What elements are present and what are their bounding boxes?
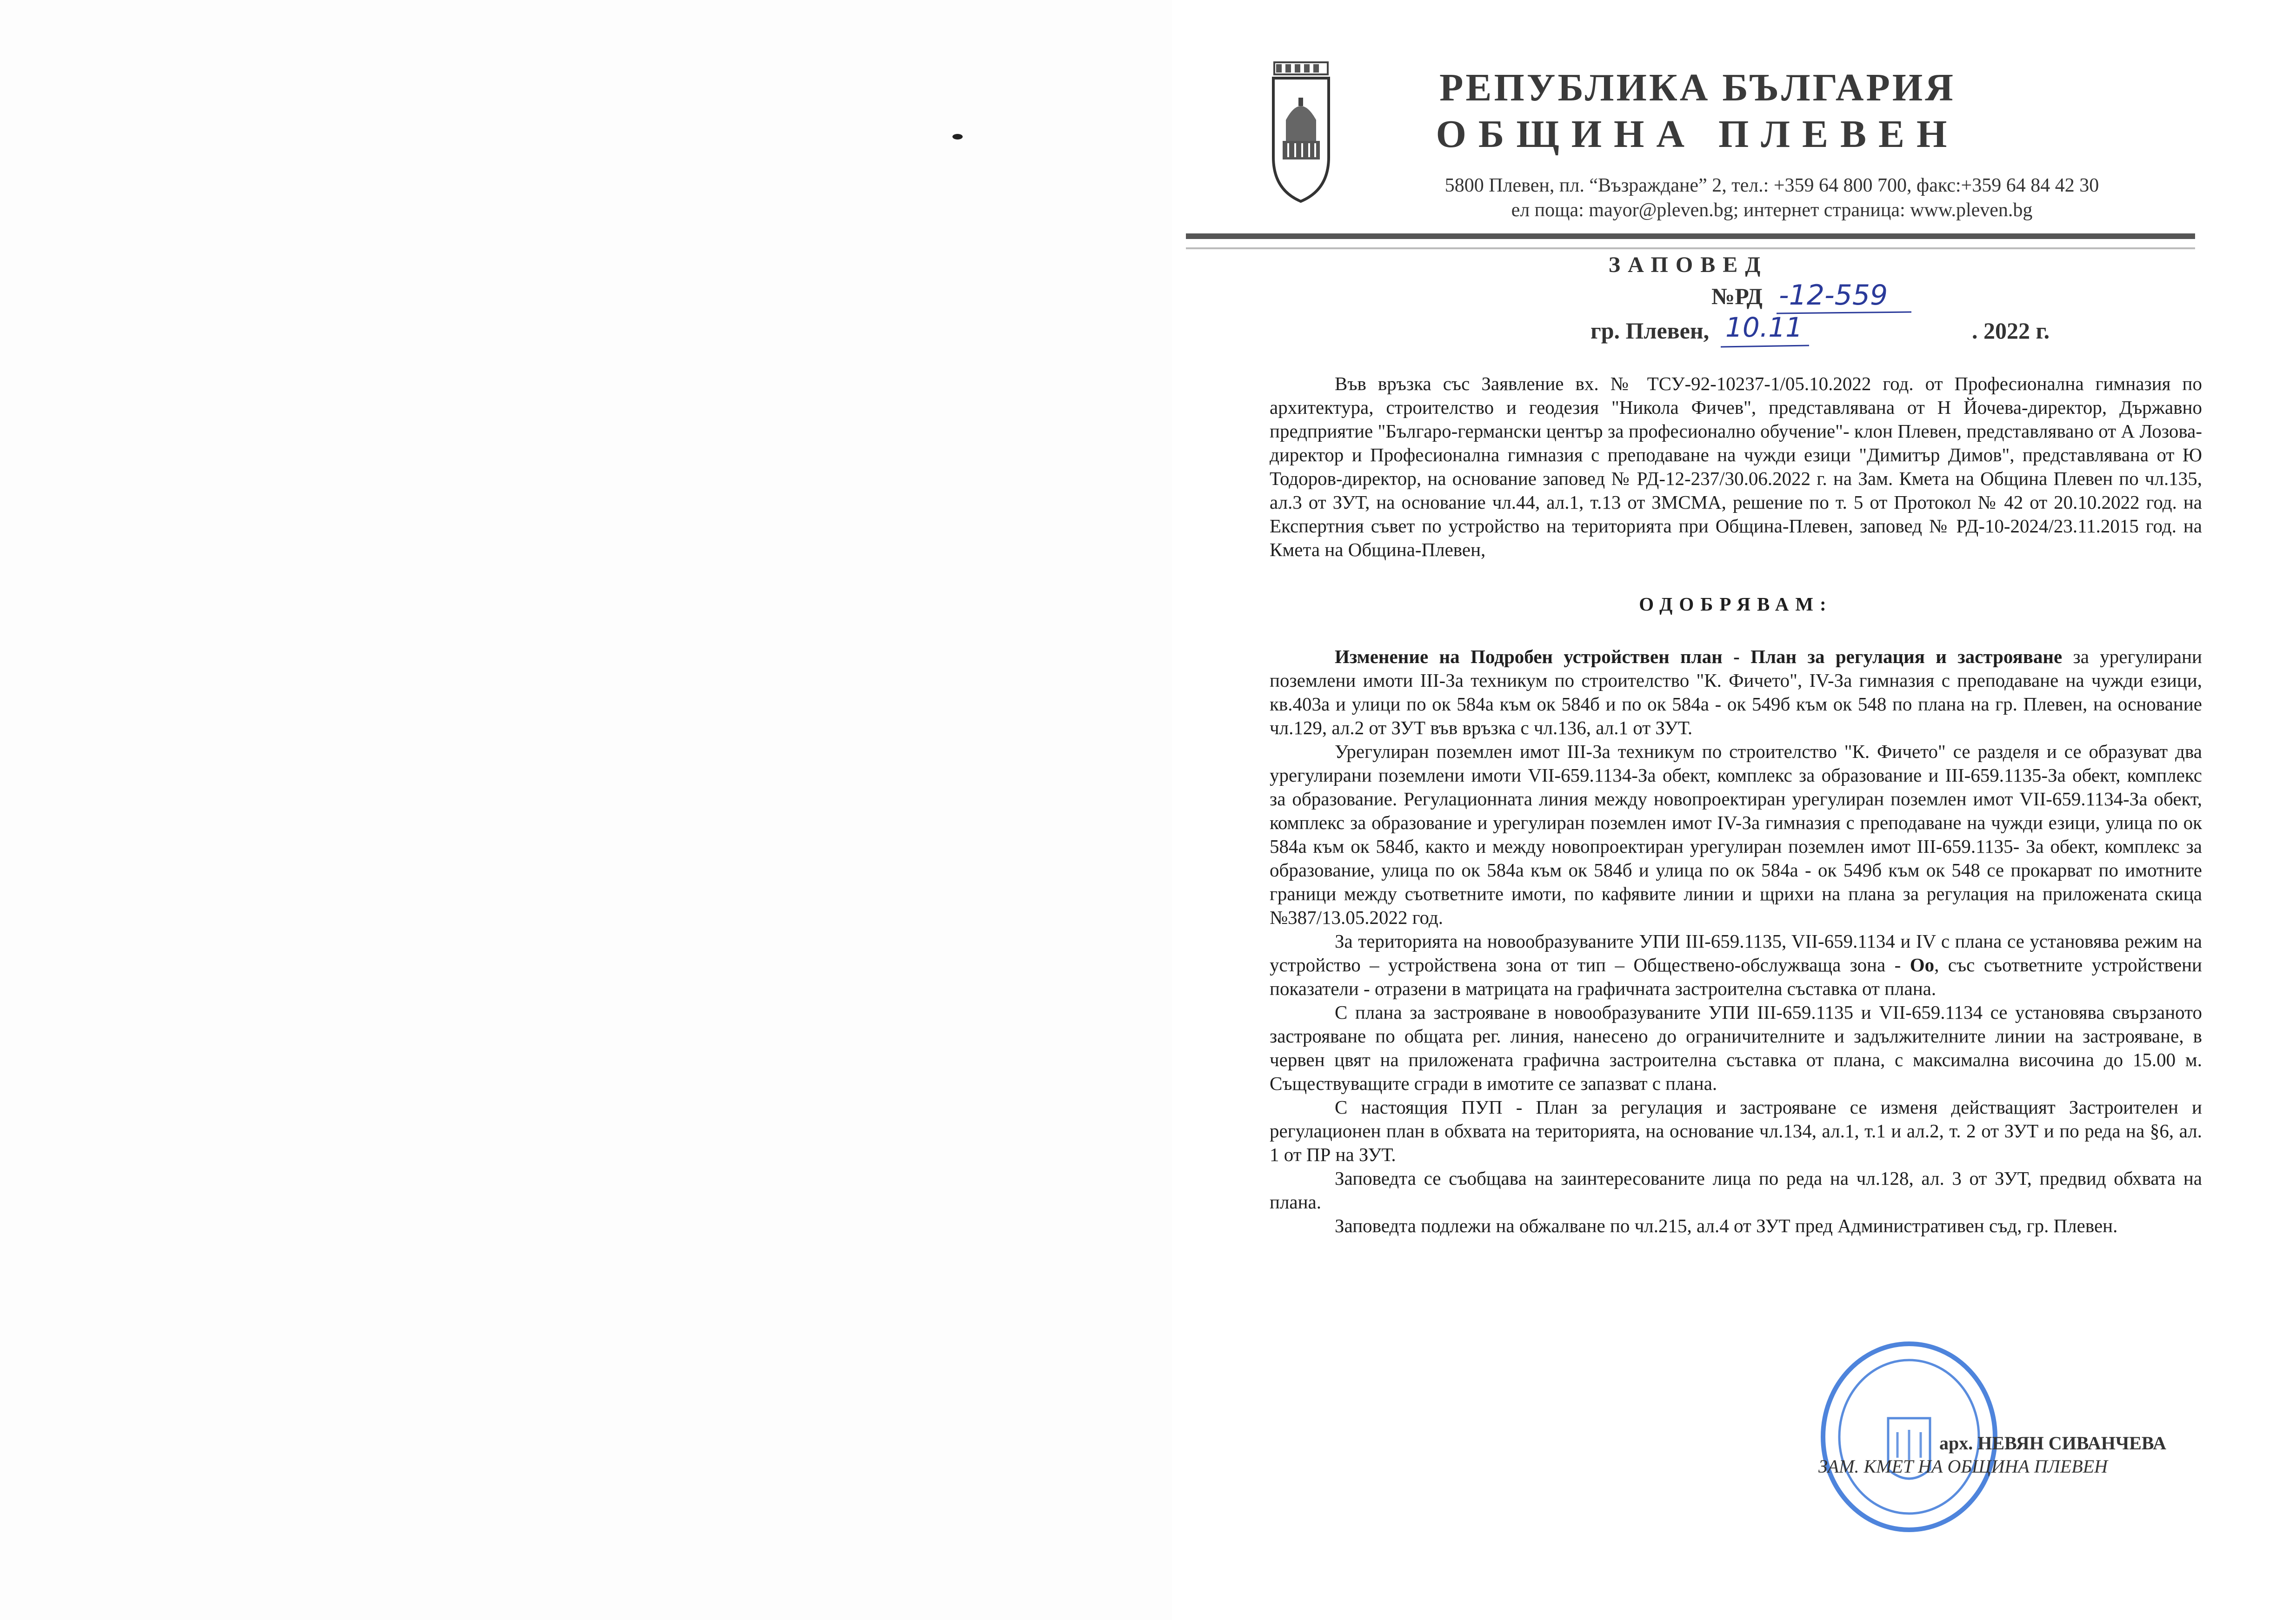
municipality-heading: ОБЩИНА ПЛЕВЕН — [1436, 113, 1959, 156]
header-divider-thick — [1186, 233, 2195, 239]
address-line: 5800 Плевен, пл. “Възраждане” 2, тел.: +359 64 800 700, факс:+359 64 84 42 30 — [1444, 175, 2099, 196]
order-title: ЗАПОВЕД — [1608, 252, 1768, 277]
paragraph-3 — [1270, 930, 2202, 1001]
country-heading: РЕПУБЛИКА БЪЛГАРИЯ — [1439, 66, 1956, 109]
plan-change-title: Изменение на Подробен устройствен план - План за регулация и застрояване — [1335, 646, 2063, 667]
order-body — [1270, 372, 2202, 1238]
signatory-role: ЗАМ. КМЕТ НА ОБЩИНА ПЛЕВЕН — [1818, 1456, 2108, 1477]
pleven-coat-of-arms-icon — [1270, 60, 1332, 206]
paragraph-5: С настоящия ПУП - План за регулация и застрояване се изменя действащият Застроителен и регулационен план в обхвата на територията, на основание чл.134, ал.1, т.1 и ал.2, т. 2 от ЗУТ и по реда на §6, ал. 1 от ПР на ЗУТ. — [1270, 1096, 2202, 1165]
paragraph-4: С плана за застрояване в новообразуваните УПИ III-659.1135 и VII-659.1134 се установява свързаното застрояване по общата рег. линия, нанесено до ограничителните и задължителните линии на застрояване, в червен цвят на приложената графична застроителна съставка от плана, с максимална височина до 15.00 м. Съществуващите сгради в имотите се запазват с плана. — [1270, 1002, 2202, 1094]
paragraph-6: Заповедта се съобщава на заинтересованите лица по реда на чл.128, ал. 3 от ЗУТ, предвид обхвата на плана. — [1270, 1168, 2202, 1213]
header-divider-thin — [1186, 247, 2195, 249]
paragraph-3-text-a: За територията на новообразуваните УПИ III-659.1135, VII-659.1134 и IV с плана се установява режим на устройство – устройствена зона от тип – Обществено-обслужваща зона - — [1270, 930, 2202, 976]
scan-speck — [952, 134, 963, 139]
paragraph-2: Урегулиран поземлен имот III-За техникум по строителство "К. Фичето" се разделя и се образуват два урегулирани поземлени имоти VII-659.1134-За обект, комплекс за образование и III-659.1135-За обект, комплекс за образование. Регулационната линия между новопроектиран урегулиран поземлен имот VII-659.1134-За обект, комплекс за образование и урегулиран поземлен имот IV-За гимназия с преподаване на чужди езици, улица по ок 584а към ок 584б, както и между новопроектиран урегулиран поземлен имот III-659.1135- За обект, комплекс за образование, улица по ок 584а към ок 584б и улица по ок 584а - ок 549б към ок 548 се прокарват по имотните граници между съответните имоти, по кафявите линии и щрихи на плана за регулация на приложената скица №387/13.05.2022 год. — [1270, 741, 2202, 928]
paragraph-7: Заповедта подлежи на обжалване по чл.215, ал.4 от ЗУТ пред Административен съд, гр. Плевен. — [1335, 1215, 2118, 1236]
signatory-name: арх. НЕВЯН СИВАНЧЕВА — [1939, 1433, 2166, 1454]
paragraph-1 — [1270, 645, 2202, 740]
preamble-paragraph: Във връзка със Заявление вх. № ТСУ-92-10237-1/05.10.2022 год. от Професионална гимназия по архитектура, строителство и геодезия "Никола Фичев", представлявана от Н Йочева-директор, Държавно предприятие "Българо-германски център за професионално обучение"- клон Плевен, представлявано от А Лозова-директор и Професионална гимназия с преподаване на чужди езици "Димитър Димов", представлявана от Ю Тодоров-директор, на основание заповед № РД-12-237/30.06.2022 г. на Зам. Кмета на Община Плевен по чл.135, ал.3 от ЗУТ, на основание чл.44, ал.1, т.13 от ЗМСМА, решение по т. 5 от Протокол № 42 от 20.10.2022 год. на Експертния съвет по устройство на територията при Община-Плевен, заповед № РД-10-2024/23.11.2015 год. на Кмета на Община-Плевен, — [1270, 373, 2202, 560]
order-date-handwritten: 10.11 — [1725, 312, 1803, 343]
order-number-handwritten: -12-559 — [1779, 279, 1888, 312]
order-year: . 2022 г. — [1972, 318, 2050, 344]
approve-heading: ОДОБРЯВАМ: — [1639, 593, 1833, 615]
order-place: гр. Плевен, — [1591, 318, 1710, 344]
date-underline — [1721, 344, 1809, 349]
contacts-line: ел поща: mayor@pleven.bg; интернет страница: www.pleven.bg — [1511, 199, 2033, 221]
zone-code: Оо — [1910, 954, 1935, 976]
paragraph-1-text: за урегулирани поземлени имоти III-За техникум по строителство "К. Фичето", IV-За гимназия с преподаване на чужди езици, кв.403а и улици по ок 584а към ок 584б и по ок 584а - ок 549б към ок 548 по плана на гр. Плевен, на основание чл.129, ал.2 от ЗУТ във връзка с чл.136, ал.1 от ЗУТ. — [1270, 646, 2202, 738]
order-document — [1181, 51, 2214, 1586]
order-number-prefix: №РД — [1711, 283, 1763, 309]
paragraph-3-text-b: , със съответните устройствени показатели - отразени в матрицата на графичната застроителна съставка от плана. — [1270, 954, 2202, 999]
